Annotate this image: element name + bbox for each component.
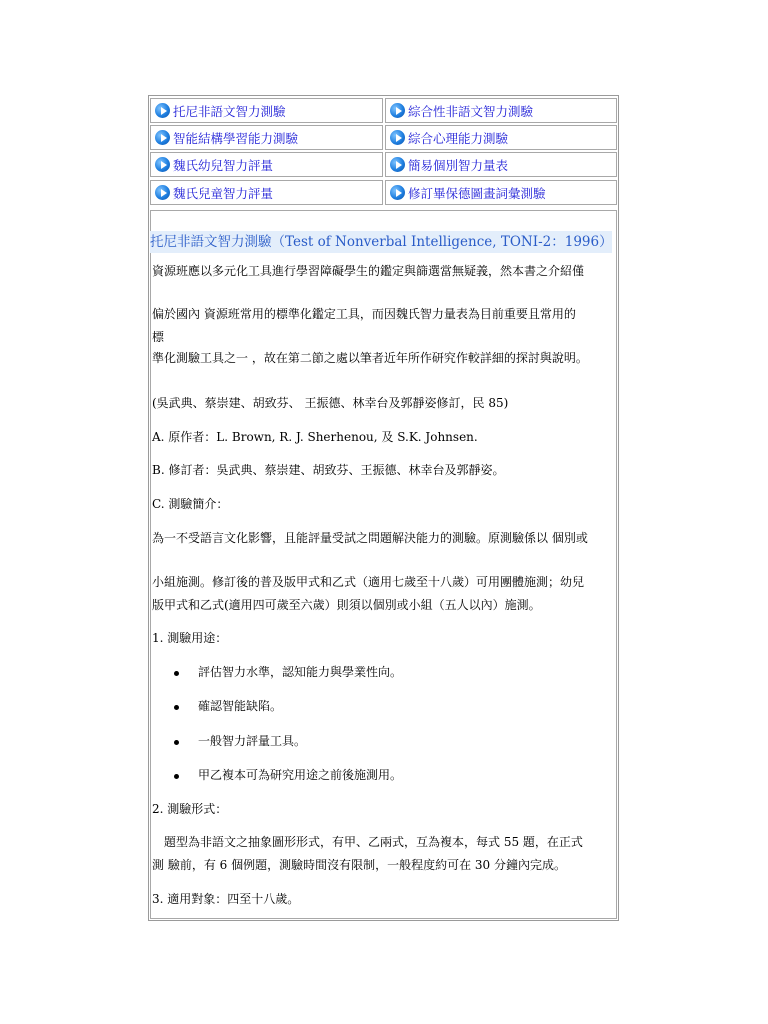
form-line: 題型為非語文之抽象圖形形式，有甲、乙兩式，互為複本，每式 55 題，在正式 (164, 835, 583, 849)
intro-line: 資源班應以多元化工具進行學習障礙學生的鑑定與篩選當無疑義，然本書之介紹僅 (152, 264, 585, 278)
original-author: A. 原作者：L. Brown, R. J. Sherhenou, 及 S.K. Johnsen. (152, 430, 478, 444)
play-arrow-icon (390, 103, 405, 118)
use-item: 甲乙複本可為研究用途之前後施測用。 (198, 768, 403, 782)
form-heading: 2. 測驗形式： (152, 802, 228, 816)
nav-link-label: 簡易個別智力量表 (408, 157, 509, 173)
citation: (吳武典、蔡崇建、胡致芬、 王振德、林幸台及郭靜姿修訂，民 85) (152, 396, 509, 410)
nav-link-brief-individual-scale[interactable] (385, 152, 617, 177)
nav-link-label: 修訂畢保德圖畫詞彙測驗 (408, 185, 546, 201)
summary-heading: C. 測驗簡介： (152, 497, 229, 511)
nav-link-label: 智能結構學習能力測驗 (173, 130, 299, 146)
uses-heading: 1. 測驗用途： (152, 631, 228, 645)
use-item: 確認智能缺陷。 (198, 699, 283, 713)
nav-link-structure-of-intellect[interactable] (150, 125, 383, 150)
bullet (174, 671, 179, 676)
nav-link-comprehensive-mental-ability[interactable] (385, 125, 617, 150)
play-arrow-icon (155, 130, 170, 145)
reviser: B. 修訂者：吳武典、蔡崇建、胡致芬、王振德、林幸台及郭靜姿。 (152, 463, 505, 477)
nav-link-label: 魏氏幼兒智力評量 (173, 157, 274, 173)
play-arrow-icon (155, 157, 170, 172)
nav-link-ppvt-r[interactable] (385, 180, 617, 205)
section-title: 托尼非語文智力測驗（Test of Nonverbal Intelligence, TONI-2：1996） (150, 231, 612, 253)
form-line: 測 驗前，有 6 個例題，測驗時間沒有限制，一般程度約可在 30 分鐘內完成。 (152, 858, 566, 872)
play-arrow-icon (390, 185, 405, 200)
nav-link-label: 魏氏兒童智力評量 (173, 185, 274, 201)
intro-line: 標 (152, 330, 165, 344)
target-age: 3. 適用對象：四至十八歲。 (152, 892, 300, 906)
summary-line: 版甲式和乙式(適用四可歲至六歲）則須以個別或小組（五人以內）施測。 (152, 598, 541, 612)
play-arrow-icon (390, 130, 405, 145)
bullet (174, 740, 179, 745)
nav-link-wppsi[interactable] (150, 152, 383, 177)
nav-link-toni[interactable] (150, 98, 383, 123)
bullet (174, 705, 179, 710)
summary-line: 小組施測。修訂後的普及版甲式和乙式（適用七歲至十八歲）可用團體施測；幼兒 (152, 575, 585, 589)
nav-link-label: 托尼非語文智力測驗 (173, 103, 286, 119)
use-item: 一般智力評量工具。 (198, 734, 307, 748)
summary-line: 為一不受語言文化影響，且能評量受試之問題解決能力的測驗。原測驗係以 個別或 (152, 531, 588, 545)
nav-link-label: 綜合性非語文智力測驗 (408, 103, 534, 119)
use-item: 評估智力水準，認知能力與學業性向。 (198, 665, 403, 679)
bullet (174, 774, 179, 779)
intro-line: 準化測驗工具之一 ，故在第二節之處以筆者近年所作研究作較詳細的探討與說明。 (152, 351, 588, 365)
nav-link-wisc[interactable] (150, 180, 383, 205)
nav-link-comprehensive-nonverbal[interactable] (385, 98, 617, 123)
play-arrow-icon (155, 185, 170, 200)
play-arrow-icon (155, 103, 170, 118)
nav-link-label: 綜合心理能力測驗 (408, 130, 509, 146)
play-arrow-icon (390, 157, 405, 172)
intro-line: 偏於國內 資源班常用的標準化鑑定工具，而因魏氏智力量表為目前重要且常用的 (152, 307, 576, 321)
